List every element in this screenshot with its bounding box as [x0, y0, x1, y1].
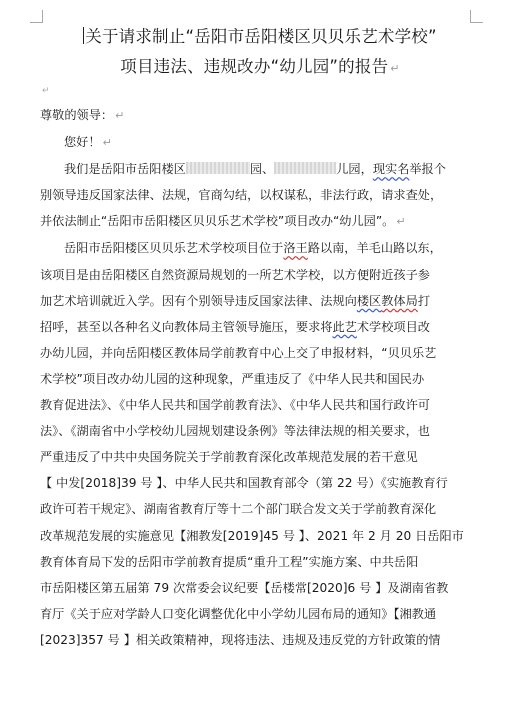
paragraph-mark-icon: ↵ — [390, 62, 400, 75]
paragraph-mark-icon: ↵ — [396, 215, 406, 229]
title-line-2: 项目违法、违规改办“幼儿园”的报告 ↵ — [120, 57, 400, 76]
text-line: 术学校”项目改办幼儿园的这种现象，严重违反了《中华人民共和国民办 — [40, 371, 425, 386]
greeting: 您好！ ↵ — [64, 135, 112, 150]
salutation: 尊敬的领导： ↵ — [40, 108, 125, 122]
redacted-block — [274, 162, 336, 174]
paragraph-2 — [40, 235, 480, 653]
text-line: 办幼儿园，并向岳阳楼区教体局学前教育中心上交了申报材料，“贝贝乐艺 — [40, 345, 437, 360]
text-line: 育厅《关于应对学龄人口变化调整优化中小学幼儿园布局的通知》【湘教通 — [40, 606, 437, 621]
paragraph-mark-icon: ↵ — [115, 109, 125, 122]
title-line-1: 关于请求制止“岳阳市岳阳楼区贝贝乐艺术学校” — [85, 27, 437, 46]
text-line: 教育促进法》、《中华人民共和国学前教育法》、《中华人民共和国行政许可 — [40, 398, 430, 413]
text-line: 该项目是由岳阳楼区自然资源局规划的一所艺术学校，以方便附近孩子参 — [40, 267, 430, 282]
text-line: 我们是岳阳市岳阳楼区 园、 儿园，现实名举报个 — [64, 162, 446, 177]
document-title — [40, 22, 480, 84]
text-line: 别领导违反国家法律、法规，官商勾结，以权谋私，非法行政，请求查处， — [40, 188, 443, 203]
paragraph-mark-icon: ↵ — [102, 136, 112, 150]
text-line: 招呼，甚至以各种名义向教体局主管领导施压，要求将此艺术学校项目改 — [40, 319, 430, 334]
text-line: 法》、《湖南省中小学校幼儿园规划建设条例》等法律法规的相关要求，也 — [40, 424, 430, 439]
text-line: 【 中发[2018]39 号 】、中华人民共和国教育部令（第 22 号）《实施教育行 — [40, 476, 448, 491]
text-line: 政许可若干规定》、湖南省教育厅等十二个部门联合发文关于学前教育深化 — [40, 502, 437, 517]
text-line: 改革规范发展的实施意见【湘教发[2019]45 号 】、2021 年 2 月 20 日岳阳市 — [40, 528, 464, 543]
text-line: [2023]357 号 】相关政策精神，现将违法、违规及违反党的方针政策的情 — [40, 632, 441, 647]
text-line: 加艺术培训就近入学。因有个别领导违反国家法律、法规向楼区教体局打 — [40, 293, 430, 308]
text-line: 教育体育局下发的岳阳市学前教育提质“重升工程”实施方案、中共岳阳 — [40, 554, 419, 569]
text-line: 岳阳市岳阳楼区贝贝乐艺术学校项目位于洛王路以南，羊毛山路以东， — [64, 241, 442, 256]
text-line: 市岳阳楼区第五届第 79 次常委会议纪要【岳楼常[2020]6 号 】及湖南省教 — [40, 580, 449, 595]
text-line: 严重违反了中共中央国务院关于学前教育深化改革规范发展的若干意见 — [40, 450, 418, 465]
paragraph-1 — [40, 156, 480, 235]
redacted-block — [186, 162, 250, 174]
text-line: 并依法制止“岳阳市岳阳楼区贝贝乐艺术学校”项目改办“幼儿园”。 ↵ — [40, 214, 406, 229]
empty-paragraph — [42, 84, 480, 98]
paragraph-mark-icon: ↵ — [42, 86, 50, 96]
document-page[interactable] — [40, 22, 480, 653]
